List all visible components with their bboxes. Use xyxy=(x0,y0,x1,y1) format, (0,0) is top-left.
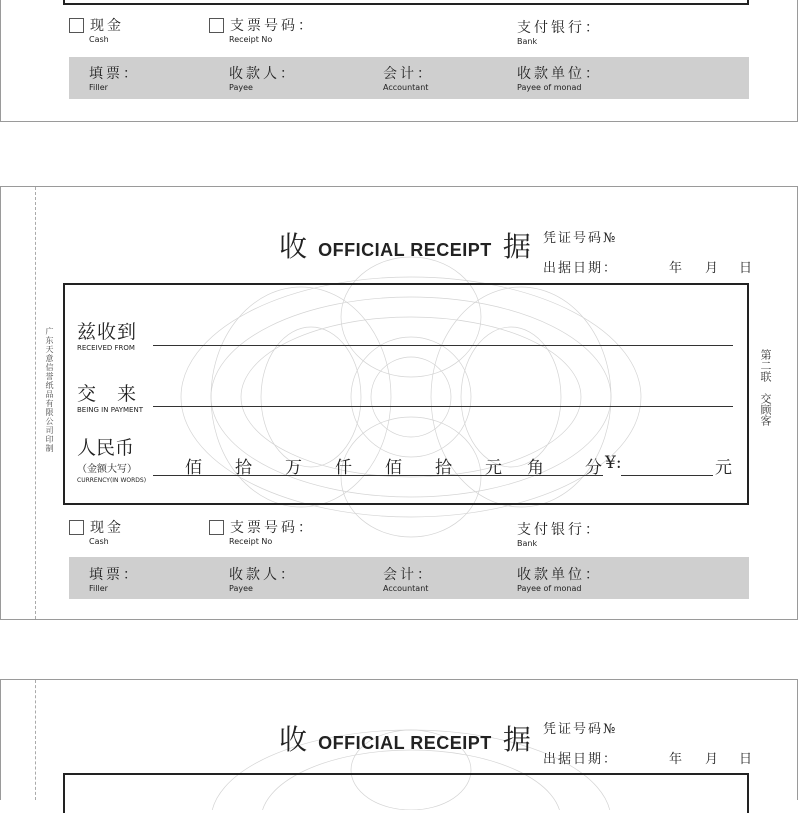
printer-credit: 广东天意信誉纸品有限公司印制 xyxy=(45,327,54,453)
unit-bai-2: 佰 xyxy=(385,458,402,478)
receipt-sheet-middle xyxy=(0,186,798,620)
sig-payee[interactable]: 收款人： Payee xyxy=(229,66,297,92)
copy-label: 第二联 交顾客 xyxy=(759,349,772,426)
sig-accountant[interactable]: 会计： Accountant xyxy=(383,567,434,593)
bank-field[interactable]: 支付银行： Bank xyxy=(517,20,602,46)
perforation-line xyxy=(35,680,36,800)
unit-wan: 万 xyxy=(285,458,302,478)
amount-figures-input[interactable] xyxy=(621,475,713,476)
being-payment-input[interactable] xyxy=(153,406,733,407)
main-box xyxy=(63,773,749,813)
cash-option[interactable]: 现金 Cash xyxy=(69,15,124,44)
receipt-title: 收 OFFICIAL RECEIPT 据 xyxy=(279,723,531,756)
received-from-row: 兹收到 RECEIVED FROM xyxy=(77,321,138,352)
received-from-input[interactable] xyxy=(153,345,733,346)
unit-bai-1: 佰 xyxy=(185,458,202,478)
unit-shi-2: 拾 xyxy=(435,458,452,478)
voucher-number-label: 凭证号码№ xyxy=(543,722,618,737)
cash-option[interactable]: 现金 Cash xyxy=(69,517,124,546)
receipt-sheet-bottom xyxy=(0,679,798,800)
day-label: 日 xyxy=(739,261,753,276)
receipt-title: 收 OFFICIAL RECEIPT 据 xyxy=(279,230,531,263)
sig-filler[interactable]: 填票： Filler xyxy=(89,567,140,593)
sig-payee-unit[interactable]: 收款单位： Payee of monad xyxy=(517,66,602,92)
cash-checkbox[interactable] xyxy=(69,520,84,535)
unit-qian: 仟 xyxy=(335,458,352,478)
check-checkbox[interactable] xyxy=(209,520,224,535)
cash-checkbox[interactable] xyxy=(69,18,84,33)
month-label: 月 xyxy=(705,261,719,276)
issue-date-label: 出据日期： xyxy=(543,261,619,276)
currency-row: 人民币 （金额大写） CURRENCY(IN WORDS) xyxy=(77,437,147,484)
unit-jiao: 角 xyxy=(527,458,544,478)
year-label: 年 xyxy=(669,261,683,276)
year-label: 年 xyxy=(669,752,683,767)
check-option[interactable]: 支票号码： Receipt No xyxy=(209,15,315,44)
sig-accountant[interactable]: 会计： Accountant xyxy=(383,66,434,92)
perforation-line xyxy=(35,187,36,619)
check-checkbox[interactable] xyxy=(209,18,224,33)
sig-payee-unit[interactable]: 收款单位： Payee of monad xyxy=(517,567,602,593)
unit-shi-1: 拾 xyxy=(235,458,252,478)
yen-symbol: ¥: xyxy=(605,453,622,473)
unit-yuan: 元 xyxy=(485,458,502,478)
receipt-sheet-top xyxy=(0,0,798,122)
voucher-number-label: 凭证号码№ xyxy=(543,231,618,246)
sig-payee[interactable]: 收款人： Payee xyxy=(229,567,297,593)
check-option[interactable]: 支票号码： Receipt No xyxy=(209,517,315,546)
day-label: 日 xyxy=(739,752,753,767)
main-box xyxy=(63,283,749,505)
bank-field[interactable]: 支付银行： Bank xyxy=(517,522,602,548)
main-box-top xyxy=(63,0,749,5)
sig-filler[interactable]: 填票： Filler xyxy=(89,66,140,92)
unit-fen: 分 xyxy=(585,458,602,478)
month-label: 月 xyxy=(705,752,719,767)
amount-words-input[interactable] xyxy=(153,475,603,476)
yuan-suffix: 元 xyxy=(715,458,732,478)
being-payment-row: 交 来 BEING IN PAYMENT xyxy=(77,383,143,414)
issue-date-label: 出据日期： xyxy=(543,752,619,767)
